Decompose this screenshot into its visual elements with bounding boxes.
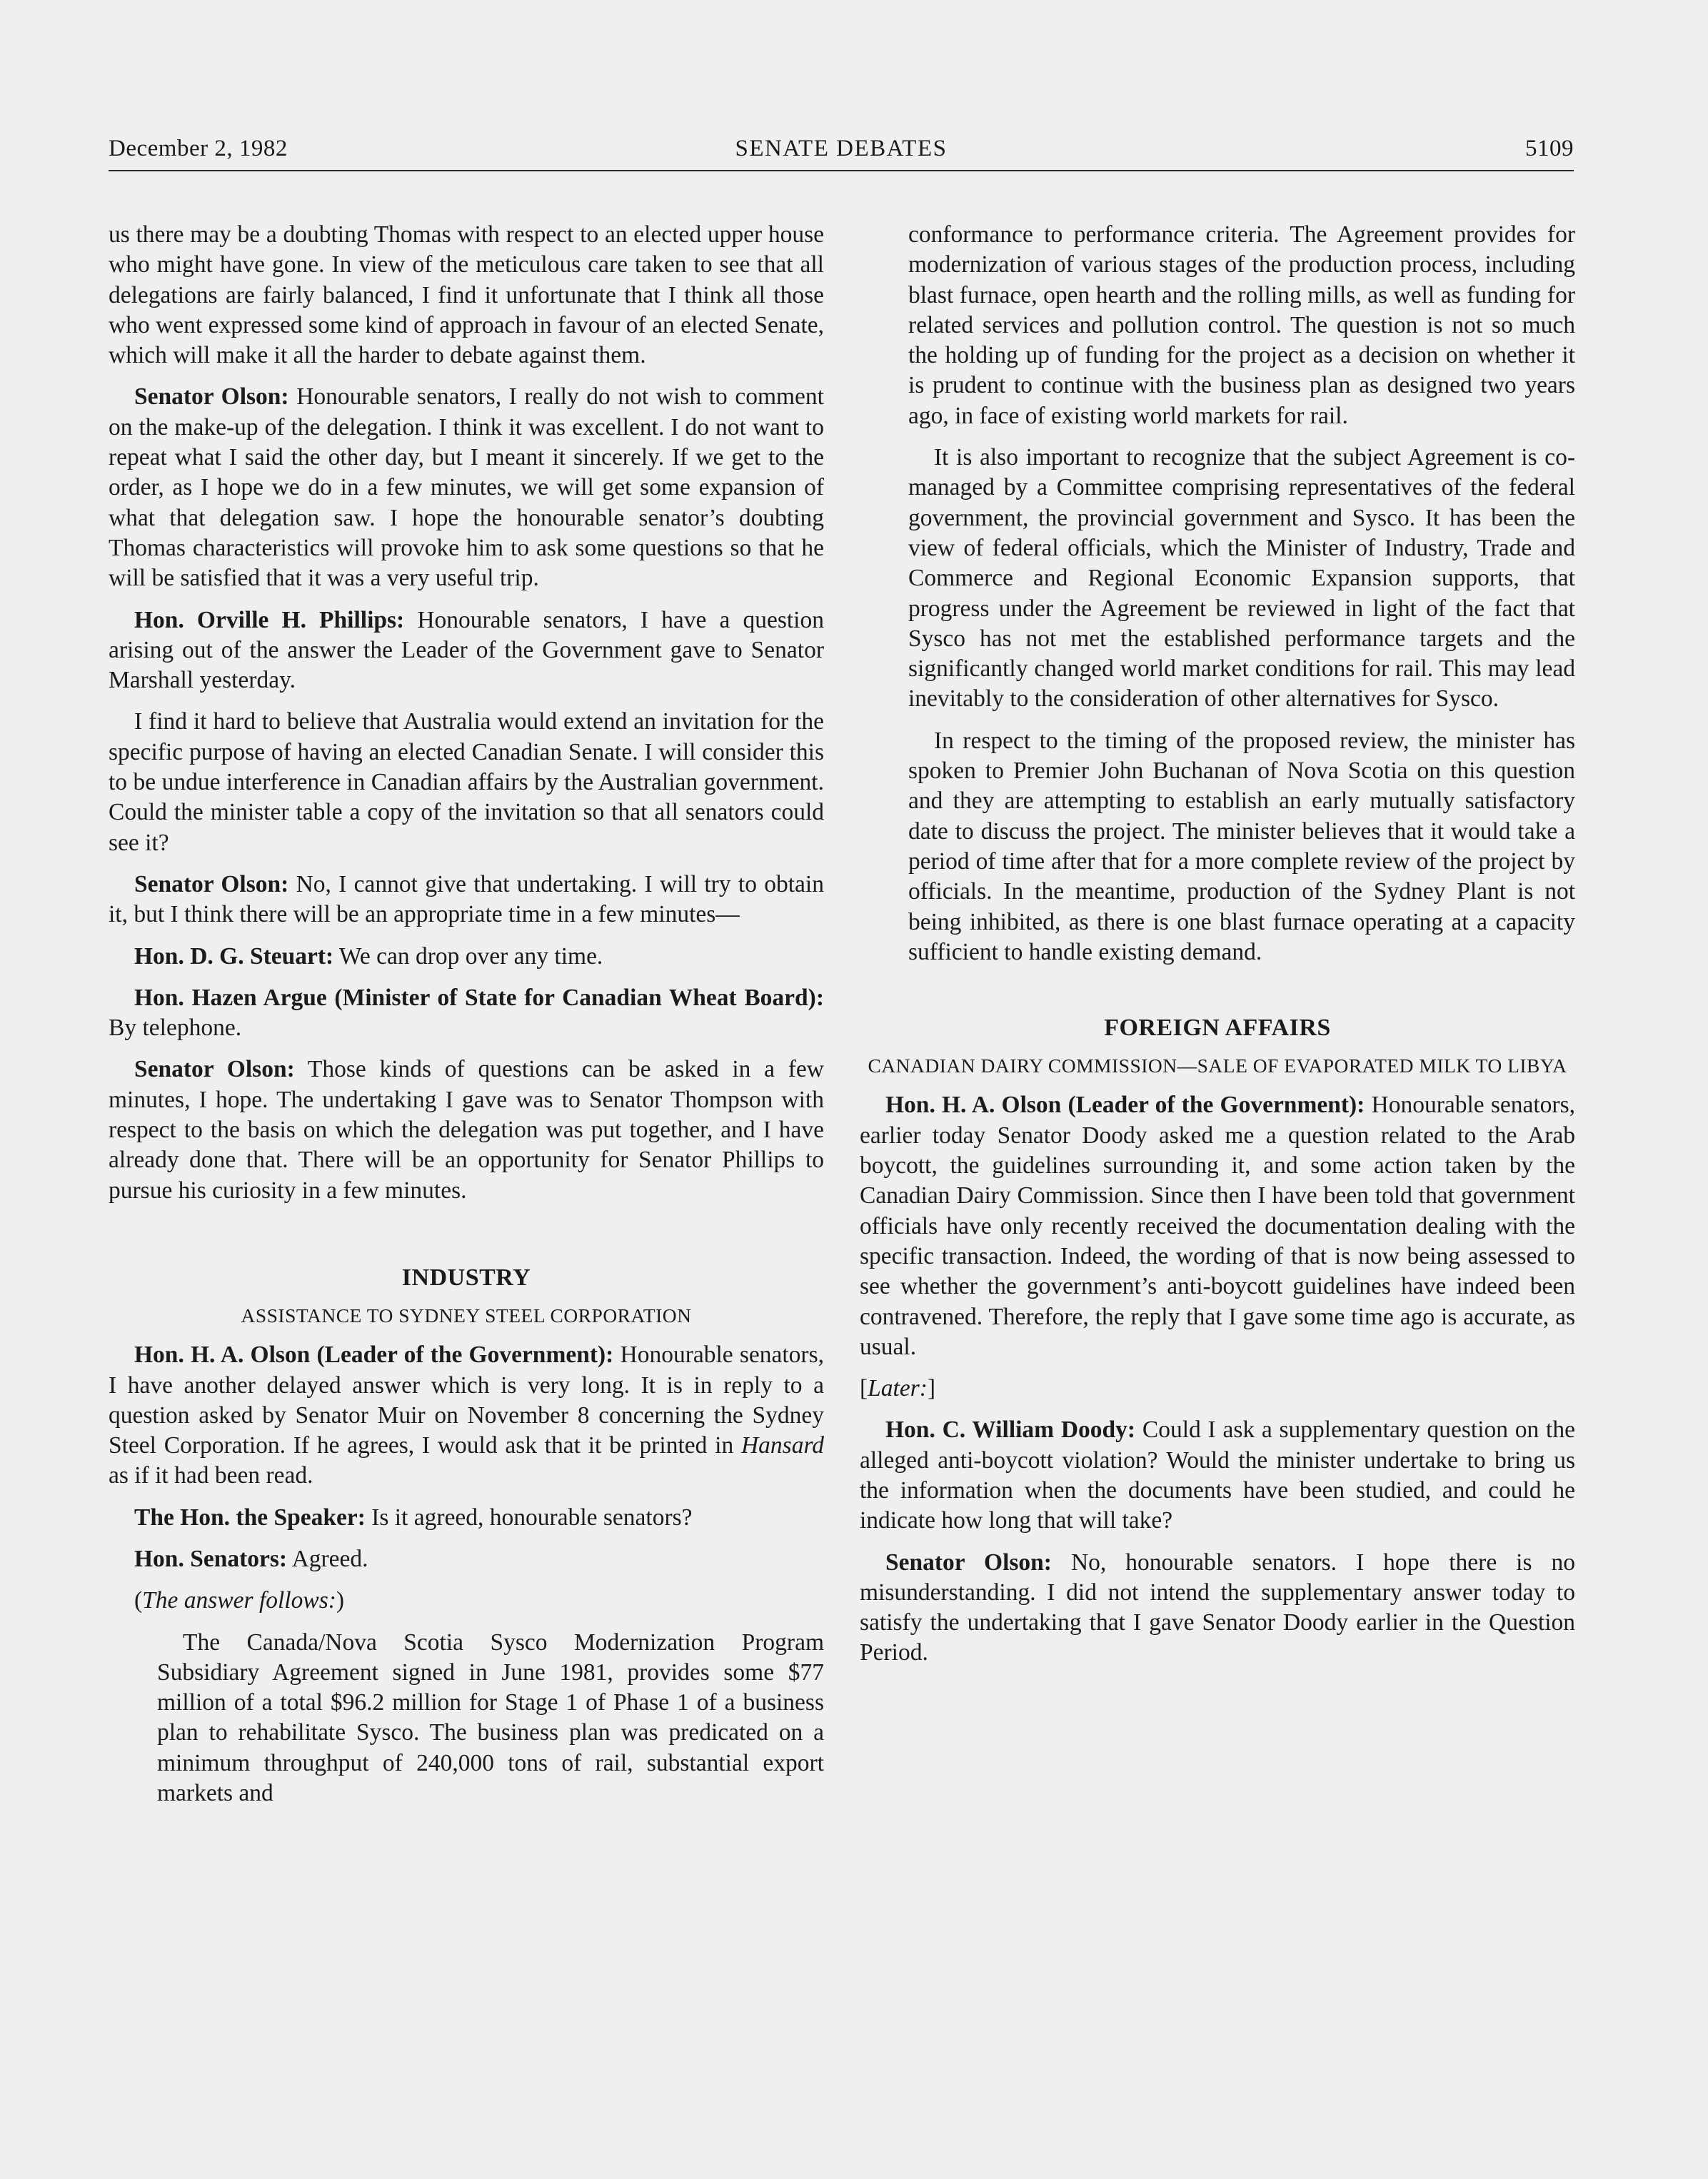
speech-text: No, I cannot give that undertaking. I will try to obtain it, but I think there will be an appropriate time in a few minutes— [109, 870, 824, 928]
speaker-name: The Hon. the Speaker: [134, 1504, 366, 1531]
page-number: 5109 [1525, 136, 1574, 161]
paragraph [860, 1548, 1575, 1669]
answer-paragraph: In respect to the timing of the proposed review, the minister has spoken to Premier John Buchanan of Nova Scotia on this question and they are attempting to establish an early mutually satisfactory date to discuss the project. The minister believes that it would take a period of time after that for a more complete review of the project by officials. In the meantime, production of the Sydney Plant is not being inhibited, as there is one blast furnace operating at a capacity sufficient to handle existing demand. [908, 727, 1575, 965]
italic-text: Later: [868, 1375, 928, 1402]
speech-text: Honourable senators, I have a question arising out of the answer the Leader of the Government gave to Senator Marshall yesterday. [109, 606, 824, 694]
open-paren: ( [134, 1587, 143, 1614]
header-rule [109, 170, 1574, 171]
speaker-name: Hon. C. William Doody: [885, 1416, 1136, 1444]
section-heading: INDUSTRY [401, 1264, 531, 1291]
paragraph [860, 1090, 1575, 1362]
speaker-name: Senator Olson: [134, 870, 289, 897]
speech-text: Could I ask a supplementary question on the alleged anti-boycott violation? Would the minister undertake to bring us the information when the documents have been studied, and could he indicate how long that will take? [860, 1416, 1575, 1534]
speaker-name: Senator Olson: [134, 1056, 295, 1083]
paragraph [109, 382, 824, 593]
speech-text: No, honourable senators. I hope there is no misunderstanding. I did not intend the supplementary answer today to satisfy the undertaking that I gave Senator Doody earlier in the Question Period. [860, 1549, 1575, 1666]
answer-paragraph: The Canada/Nova Scotia Sysco Modernization Program Subsidiary Agreement signed in June 1981, provides some $77 million of a total $96.2 million for Stage 1 of Phase 1 of a business plan to rehabilitate Sysco. The business plan was predicated on a minimum throughput of 240,000 tons of rail, substantial export markets and [157, 1629, 824, 1807]
section-gap [860, 979, 1575, 1013]
answer-paragraph: conformance to performance criteria. The Agreement provides for modernization of various stages of the production process, including blast furnace, open hearth and the rolling mills, as well as funding for related services and pollution control. The question is not so much the holding up of funding for the project as a decision on whether it is prudent to continue with the business plan as designed two years ago, in face of existing world markets for rail. [908, 221, 1575, 429]
section-subheading: CANADIAN DAIRY COMMISSION—SALE OF EVAPORATED MILK TO LIBYA [868, 1055, 1567, 1077]
paragraph: I find it hard to believe that Australia would extend an invitation for the specific purpose of having an elected Canadian Senate. I will consider this to be undue interference in Canadian affairs by the Australian government. Could the minister table a copy of the invitation so that all senators could see it? [109, 708, 824, 856]
speaker-name: Hon. H. A. Olson (Leader of the Government): [134, 1342, 614, 1369]
italic-text: The answer follows: [142, 1587, 336, 1614]
header-title: SENATE DEBATES [735, 136, 948, 161]
section-heading: FOREIGN AFFAIRS [1104, 1015, 1331, 1042]
left-column [109, 220, 824, 1820]
paragraph: us there may be a doubting Thomas with respect to an elected upper house who might have gone. In view of the meticulous care taken to see that all delegations are fairly balanced, I find it unfortunate that I think all those who went expressed some kind of approach in favour of an elected Senate, which will make it all the harder to debate against them. [109, 221, 824, 369]
speech-text: Honourable senators, I have another delayed answer which is very long. It is in reply to a question asked by Senator Muir on November 8 concerning the Sydney Steel Corporation. If he agrees, I would ask that it be printed in [109, 1342, 824, 1459]
paragraph [109, 942, 824, 972]
speaker-name: Hon. H. A. Olson (Leader of the Government): [885, 1092, 1365, 1119]
paragraph [109, 870, 824, 930]
header-date: December 2, 1982 [109, 136, 288, 161]
section-subheading: ASSISTANCE TO SYDNEY STEEL CORPORATION [241, 1304, 692, 1327]
speech-text: Agreed. [287, 1545, 368, 1572]
speaker-name: Hon. Orville H. Phillips: [134, 606, 405, 633]
paragraph [860, 1415, 1575, 1536]
paragraph [109, 983, 824, 1044]
open-bracket: [ [860, 1375, 868, 1402]
speech-text: Is it agreed, honourable senators? [365, 1504, 693, 1531]
section-gap [109, 1217, 824, 1263]
paragraph [109, 1586, 824, 1616]
speaker-name: Hon. Senators: [134, 1545, 288, 1572]
paragraph [109, 1055, 824, 1205]
close-bracket: ] [927, 1375, 936, 1402]
paragraph [109, 1544, 824, 1574]
speech-text: We can drop over any time. [333, 942, 603, 970]
speech-text: Honourable senators, earlier today Senator Doody asked me a question related to the Arab boycott, the guidelines surrounding it, and some action taken by the Canadian Dairy Commission. Since then I have been told that government officials have only recently received the documentation dealing with the specific transaction. Indeed, the wording of that is now being assessed to see whether the government’s anti-boycott guidelines have indeed been contravened. Therefore, the reply that I gave some time ago is accurate, as usual. [860, 1092, 1575, 1360]
paragraph [860, 1374, 1575, 1404]
answer-paragraph: It is also important to recognize that the subject Agreement is co-managed by a Committee comprising representatives of the federal government, the provincial government and Sysco. It has been the view of federal officials, which the Minister of Industry, Trade and Commerce and Regional Economic Expansion supports, that progress under the Agreement be reviewed in light of the fact that Sysco has not met the established performance targets and the significantly changed world market conditions for rail. This may lead inevitably to the consideration of other alternatives for Sysco. [908, 444, 1575, 713]
speaker-name: Senator Olson: [885, 1549, 1052, 1576]
speech-text: Honourable senators, I really do not wish to comment on the make-up of the delegation. I think it was excellent. I do not want to repeat what I said the other day, but I meant it sincerely. If we get to the order, as I hope we do in a few minutes, we will get some expansion of what that delegation saw. I hope the honourable senator’s doubting Thomas characteristics will provoke him to ask some questions so that he will be satisfied that it was a very useful trip. [109, 383, 824, 592]
speaker-name: Senator Olson: [134, 383, 289, 411]
page-header [109, 136, 1574, 170]
paragraph [109, 1340, 824, 1491]
speech-text: as if it had been read. [109, 1462, 313, 1489]
close-paren: ) [336, 1587, 345, 1614]
speaker-name: Hon. D. G. Steuart: [134, 942, 334, 970]
paragraph [109, 1503, 824, 1533]
speech-text: By telephone. [109, 1015, 242, 1042]
speaker-name: Hon. Hazen Argue (Minister of State for Canadian Wheat Board): [134, 984, 824, 1011]
speech-text: Those kinds of questions can be asked in a few minutes, I hope. The undertaking I gave was to Senator Thompson with respect to the basis on which the delegation was put together, and I have already done that. There will be an opportunity for Senator Phillips to pursue his curiosity in a few minutes. [109, 1056, 824, 1204]
italic-text: Hansard [740, 1432, 824, 1459]
right-column [860, 220, 1575, 1680]
paragraph [109, 605, 824, 696]
